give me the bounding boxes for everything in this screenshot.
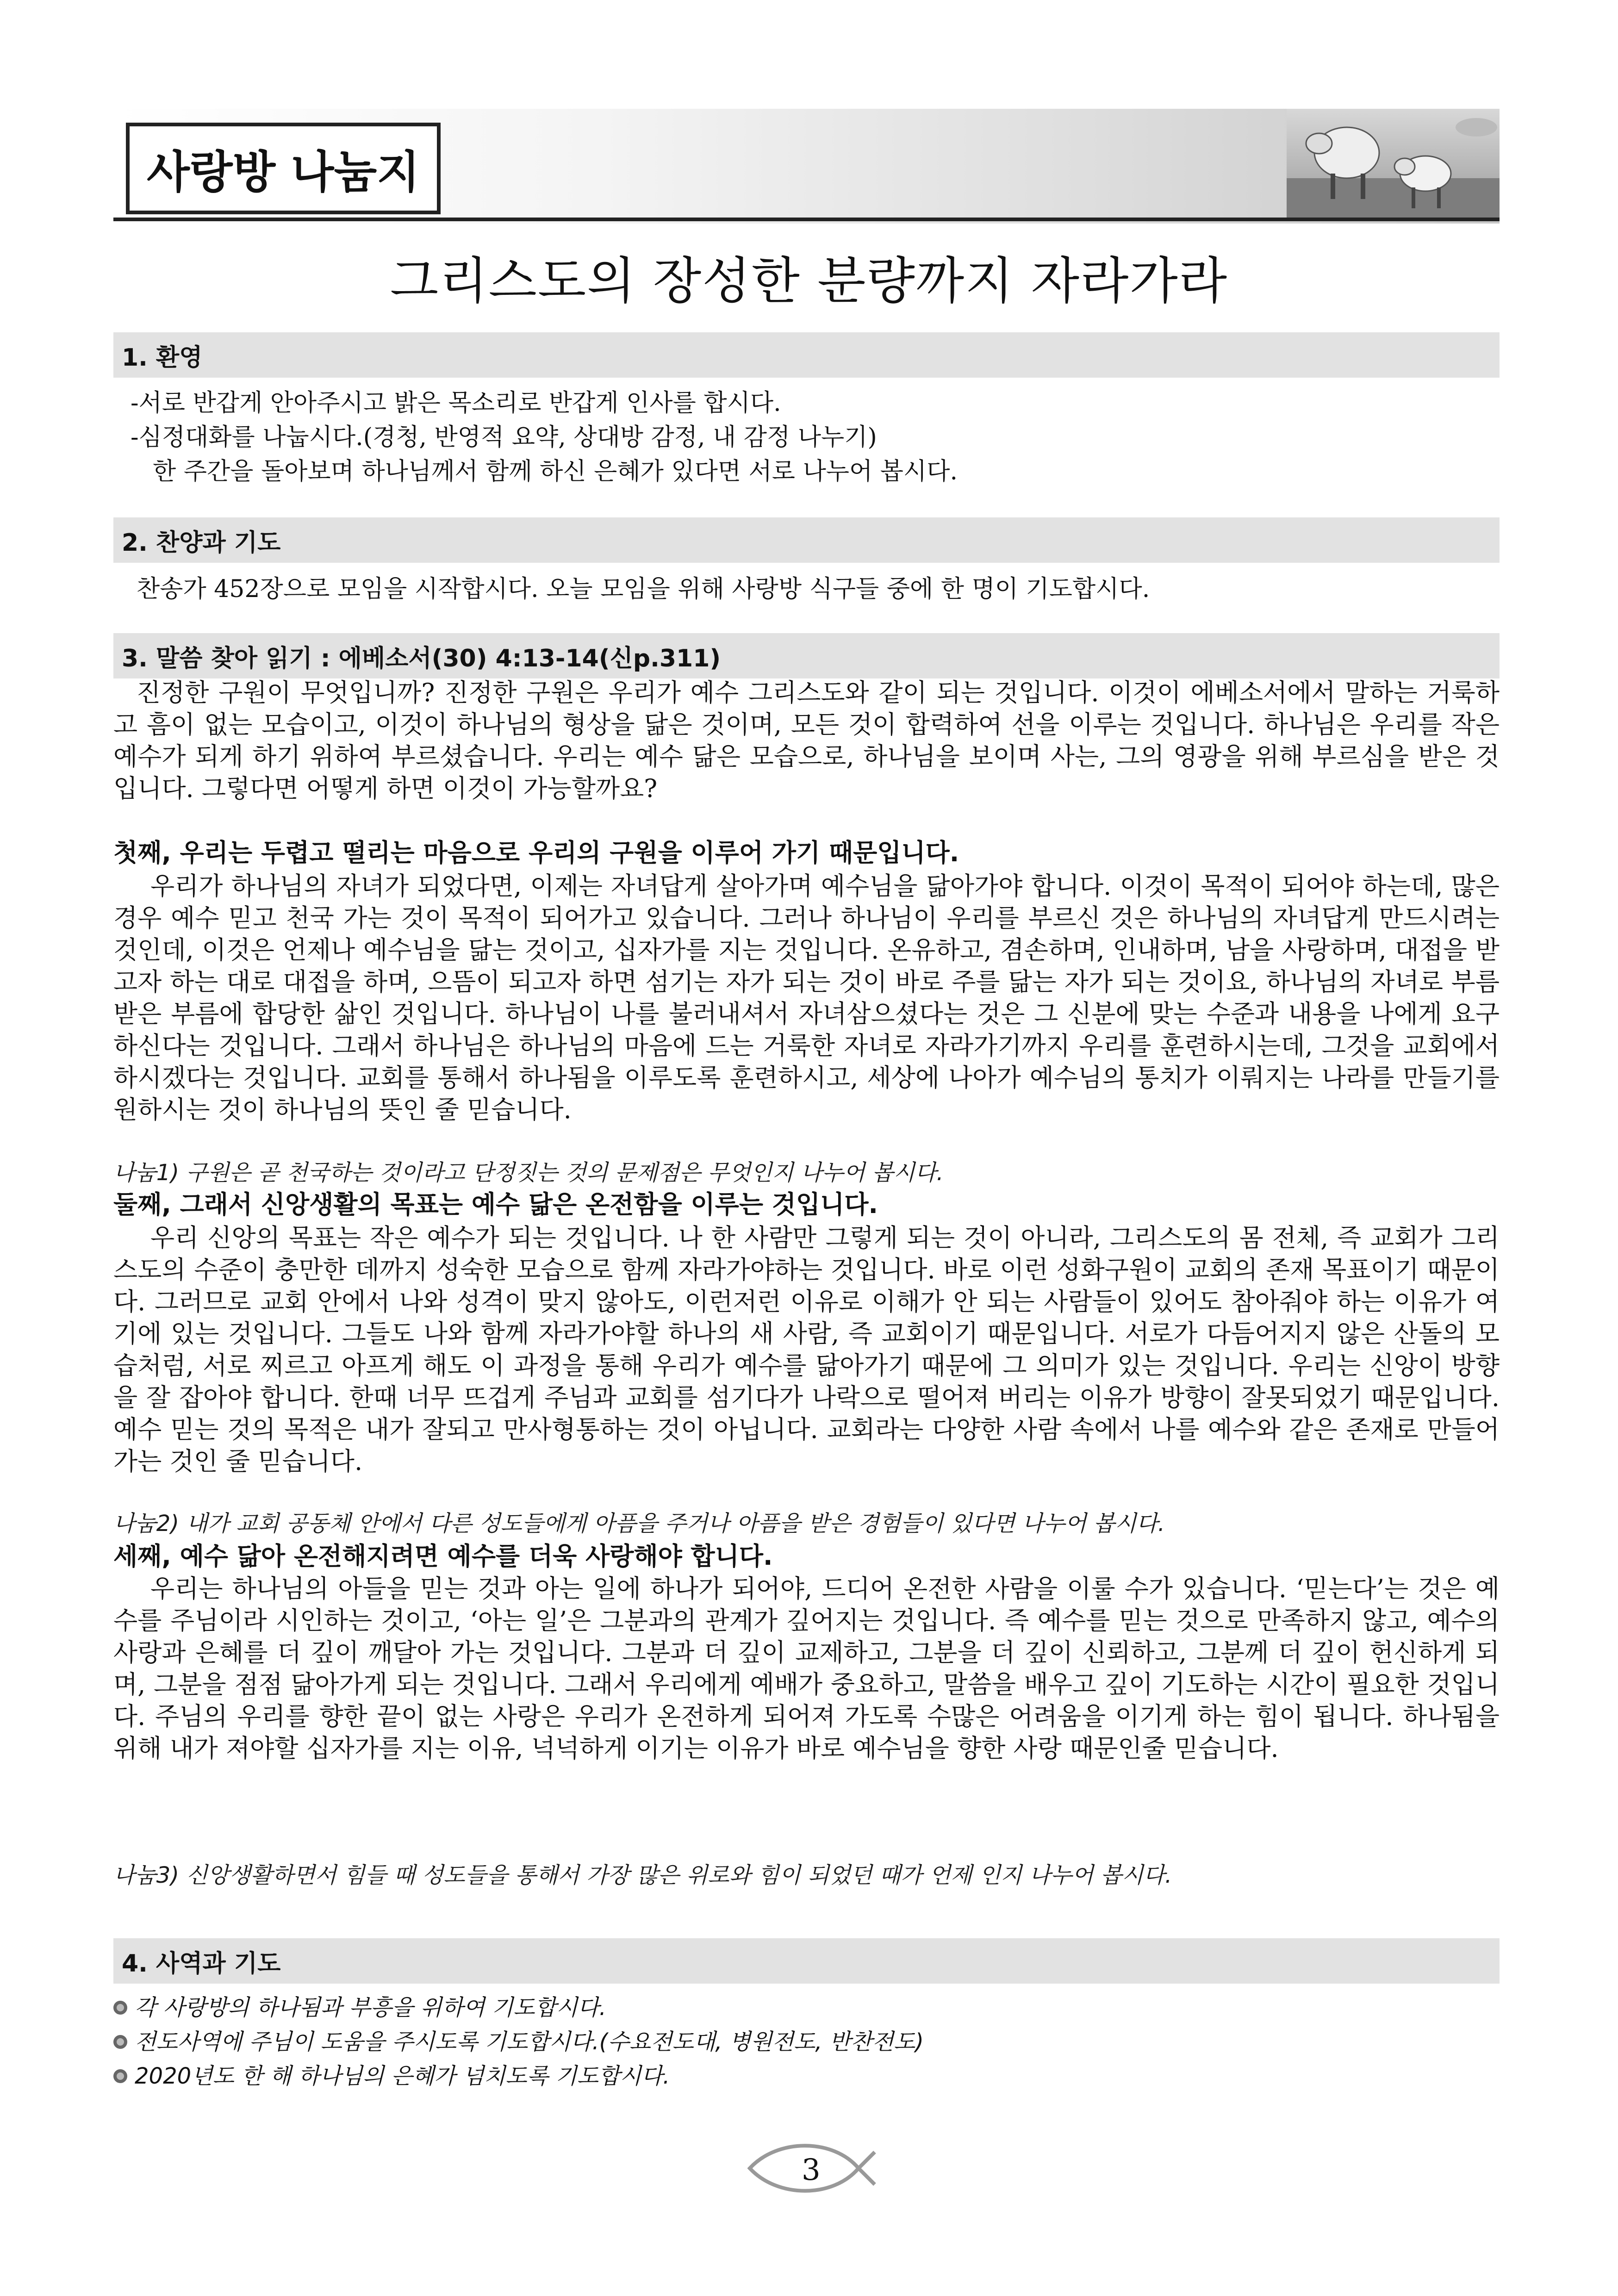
- point-2: 둘째, 그래서 신앙생활의 목표는 예수 닮은 온전함을 이루는 것입니다.: [113, 1190, 878, 1219]
- page-title: 그리스도의 장성한 분량까지 자라가라: [390, 252, 1228, 310]
- paragraph-1: 우리가 하나님의 자녀가 되었다면, 이제는 자녀답게 살아가며 예수님을 닮아가야 합니다. 이것이 목적이 되어야 하는데, 많은 경우 예수 믿고 천국 가는 것이 목적이 되어가고 있습니다. 그러나 하나님이 우리를 부르신 것은 하나님의 자녀답게 만드시려는 것인데, 이것은 언제나 예수님을 닮는 것이고, 십자가를 지는 것입니다. 온유하고, 겸손하며, 인내하며, 남을 사랑하며, 대접을 받고자 하는 대로 대접을 하며, 으뜸이 되고자 하면 섬기는 자가 되는 것이 바로 주를 닮는 자가 되는 것이요, 하나님의 자녀로 부름받은 부름에 합당한 삶인 것입니다. 하나님이 나를 불러내셔서 자녀삼으셨다는 것은 그 신분에 맞는 수준과 내용을 나에게 요구하신다는 것입니다. 그래서 하나님은 하나님의 마음에 드는 거룩한 자녀로 자라가기까지 우리를 훈련하시는데, 그것을 교회에서 하시겠다는 것입니다. 교회를 통해서 하나됨을 이루도록 훈련하시고, 세상에 나아가 예수님의 통치가 이뤄지는 나라를 만들기를 원하시는 것이 하나님의 뜻인 줄 믿습니다.: [113, 871, 1500, 1124]
- sharing-2: 나눔2) 내가 교회 공동체 안에서 다른 성도들에게 아픔을 주거나 아픔을 받은 경험들이 있다면 나누어 봅시다.: [113, 1511, 1165, 1537]
- sharing-1: 나눔1) 구원은 곧 천국하는 것이라고 단정짓는 것의 문제점은 무엇인지 나누어 봅시다.: [113, 1160, 944, 1186]
- section-heading-praise: 2. 찬양과 기도: [113, 517, 1500, 563]
- bullet-icon: [113, 2035, 127, 2049]
- point-3: 세째, 예수 닮아 온전해지려면 예수를 더욱 사랑해야 합니다.: [113, 1542, 773, 1571]
- sheep-photo: [1287, 109, 1500, 218]
- section-heading-ministry: 4. 사역과 기도: [113, 1938, 1500, 1984]
- welcome-line-3: 한 주간을 돌아보며 하나님께서 함께 하신 은혜가 있다면 서로 나누어 봅시다.: [153, 458, 958, 485]
- section-heading-welcome: 1. 환영: [113, 332, 1500, 378]
- page-number: 3: [802, 2153, 821, 2187]
- bullet-icon: [113, 2069, 127, 2083]
- bullet-icon: [113, 2001, 127, 2015]
- page-number-badge: [741, 2134, 879, 2203]
- header-rule: [113, 218, 1500, 221]
- word-intro: 진정한 구원이 무엇입니까? 진정한 구원은 우리가 예수 그리스도와 같이 되는 것입니다. 이것이 에베소서에서 말하는 거룩하고 흠이 없는 모습이고, 이것이 하나님의 형상을 닮은 것이며, 모든 것이 합력하여 선을 이루는 것입니다. 하나님은 우리를 작은 예수가 되게 하기 위하여 부르셨습니다. 우리는 예수 닮은 모습으로, 하나님을 보이며 사는, 그의 영광을 위해 부르심을 받은 것입니다. 그렇다면 어떻게 하면 이것이 가능할까요?: [113, 678, 1500, 803]
- prayer-item-text: 각 사랑방의 하나됨과 부흥을 위하여 기도합시다.: [135, 1995, 606, 2021]
- prayer-item: [113, 2026, 924, 2058]
- welcome-line-2: -심정대화를 나눕시다.(경청, 반영적 요약, 상대방 감정, 내 감정 나누기): [131, 423, 877, 451]
- praise-line-1: 찬송가 452장으로 모임을 시작합시다. 오늘 모임을 위해 사랑방 식구들 중에 한 명이 기도합시다.: [137, 575, 1150, 603]
- section-heading-word: 3. 말씀 찾아 읽기 : 에베소서(30) 4:13-14(신p.311): [113, 633, 1500, 678]
- prayer-item: [113, 2060, 670, 2092]
- paragraph-3: 우리는 하나님의 아들을 믿는 것과 아는 일에 하나가 되어야, 드디어 온전한 사람을 이룰 수가 있습니다. ‘믿는다’는 것은 예수를 주님이라 시인하는 것이고, ‘아는 일’은 그분과의 관계가 깊어지는 것입니다. 즉 예수를 믿는 것으로 만족하지 않고, 예수의 사랑과 은혜를 더 깊이 깨달아 가는 것입니다. 그분과 더 깊이 교제하고, 그분을 더 깊이 신뢰하고, 그분께 더 깊이 헌신하게 되며, 그분을 점점 닮아가게 되는 것입니다. 그래서 우리에게 예배가 중요하고, 말씀을 배우고 깊이 기도하는 시간이 필요한 것입니다. 주님의 우리를 향한 끝이 없는 사랑은 우리가 온전하게 되어져 가도록 수많은 어려움을 이기게 하는 힘이 됩니다. 하나됨을 위해 내가 져야할 십자가를 지는 이유, 넉넉하게 이기는 이유가 바로 예수님을 향한 사랑 때문인줄 믿습니다.: [113, 1574, 1500, 1763]
- prayer-item: [113, 1992, 606, 2023]
- sharing-3: 나눔3) 신앙생활하면서 힘들 때 성도들을 통해서 가장 많은 위로와 힘이 되었던 때가 언제 인지 나누어 봅시다.: [113, 1862, 1172, 1888]
- paragraph-2: 우리 신앙의 목표는 작은 예수가 되는 것입니다. 나 한 사람만 그렇게 되는 것이 아니라, 그리스도의 몸 전체, 즉 교회가 그리스도의 수준이 충만한 데까지 성숙한 모습으로 함께 자라가야하는 것입니다. 바로 이런 성화구원이 교회의 존재 목표이기 때문이다. 그러므로 교회 안에서 나와 성격이 맞지 않아도, 이런저런 이유로 이해가 안 되는 사람들이 있어도 참아줘야 하는 이유가 여기에 있는 것입니다. 그들도 나와 함께 자라가야할 하나의 새 사람, 즉 교회이기 때문입니다. 서로가 다듬어지지 않은 산돌의 모습처럼, 서로 찌르고 아프게 해도 이 과정을 통해 우리가 예수를 닮아가기 때문에 그 의미가 있는 것입니다. 우리는 신앙이 방향을 잘 잡아야 합니다. 한때 너무 뜨겁게 주님과 교회를 섬기다가 나락으로 떨어져 버리는 이유가 방향이 잘못되었기 때문입니다. 예수 믿는 것의 목적은 내가 잘되고 만사형통하는 것이 아닙니다. 교회라는 다양한 사람 속에서 나를 예수와 같은 존재로 만들어가는 것인 줄 믿습니다.: [113, 1223, 1500, 1476]
- prayer-item-text: 전도사역에 주님이 도움을 주시도록 기도합시다.(수요전도대, 병원전도, 반찬전도): [135, 2029, 924, 2055]
- section-tag: 사랑방 나눔지: [126, 123, 441, 214]
- prayer-item-text: 2020년도 한 해 하나님의 은혜가 넘치도록 기도합시다.: [135, 2063, 670, 2089]
- point-1: 첫째, 우리는 두렵고 떨리는 마음으로 우리의 구원을 이루어 가기 때문입니다.: [113, 838, 959, 867]
- welcome-line-1: -서로 반갑게 안아주시고 밝은 목소리로 반갑게 인사를 합시다.: [131, 389, 781, 417]
